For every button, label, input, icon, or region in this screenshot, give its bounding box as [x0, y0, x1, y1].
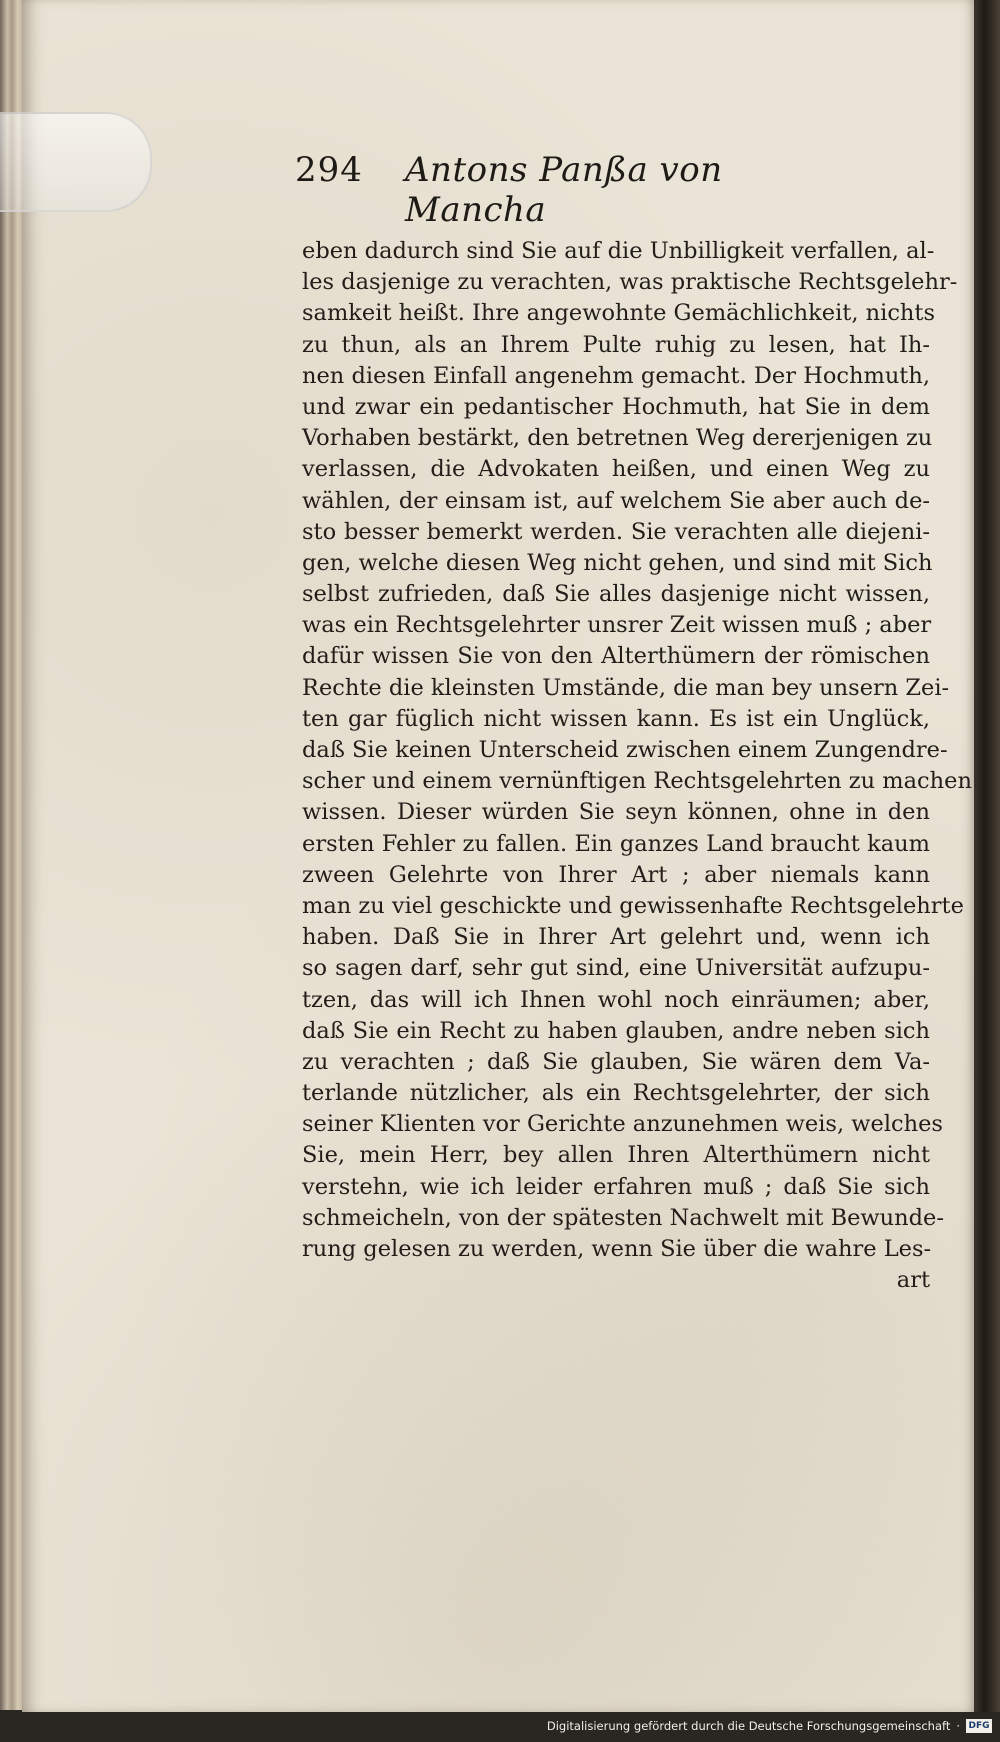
running-head: Antons Panßa von Mancha	[405, 150, 723, 230]
text-line: daß Sie keinen Unterscheid zwischen einem Zungendre-	[302, 737, 948, 763]
text-line: und zwar ein pedantischer Hochmuth, hat Sie in dem	[302, 393, 930, 420]
body-text	[302, 236, 972, 1296]
text-line: wählen, der einsam ist, auf welchem Sie aber auch de-	[302, 487, 930, 514]
text-line: terlande nützlicher, als ein Rechtsgelehrter, der sich	[302, 1080, 930, 1107]
scanner-clip	[0, 112, 152, 212]
text-line: verlassen, die Advokaten heißen, und einen Weg zu	[302, 456, 930, 483]
text-line: wissen. Dieser würden Sie seyn können, ohne in den	[302, 799, 930, 826]
text-line: rung gelesen zu werden, wenn Sie über die wahre Les-	[302, 1236, 932, 1262]
text-line: tzen, das will ich Ihnen wohl noch einräumen; aber,	[302, 986, 930, 1013]
footer-credit: Digitalisierung gefördert durch die Deutsche Forschungsgemeinschaft	[546, 1719, 951, 1733]
text-line: scher und einem vernünftigen Rechtsgelehrten zu machen	[302, 768, 972, 795]
text-line: dafür wissen Sie von den Alterthümern der römischen	[302, 643, 930, 670]
text-line: zu thun, als an Ihrem Pulte ruhig zu lesen, hat Ih-	[302, 331, 930, 358]
text-line: Rechte die kleinsten Umstände, die man bey unsern Zei-	[302, 674, 950, 701]
text-line: nen diesen Einfall angenehm gemacht. Der Hochmuth,	[302, 362, 930, 389]
dfg-logo-icon: DFG	[966, 1719, 992, 1733]
text-line: haben. Daß Sie in Ihrer Art gelehrt und, wenn ich	[302, 924, 930, 951]
page-number: 294	[295, 150, 363, 190]
text-line: verstehn, wie ich leider erfahren muß ; daß Sie sich	[302, 1173, 930, 1200]
text-line: so sagen darf, sehr gut sind, eine Universität aufzupu-	[302, 955, 930, 982]
text-line: gen, welche diesen Weg nicht gehen, und sind mit Sich	[302, 549, 933, 576]
text-line: schmeicheln, von der spätesten Nachwelt mit Bewunde-	[302, 1204, 944, 1231]
text-line: selbst zufrieden, daß Sie alles dasjenige nicht wissen,	[302, 581, 930, 608]
text-line: sto besser bemerkt werden. Sie verachten alle diejeni-	[302, 518, 930, 545]
text-line: les dasjenige zu verachten, was praktische Rechtsgelehr-	[302, 269, 958, 296]
text-line: zu verachten ; daß Sie glauben, Sie wären dem Va-	[302, 1048, 930, 1075]
text-line: samkeit heißt. Ihre angewohnte Gemächlichkeit, nichts	[302, 300, 936, 327]
text-line: zween Gelehrte von Ihrer Art ; aber niemals kann	[302, 861, 930, 888]
digitization-footer: Digitalisierung gefördert durch die Deutsche Forschungsgemeinschaft · DFG	[547, 1716, 992, 1736]
text-line: ersten Fehler zu fallen. Ein ganzes Land braucht kaum	[302, 830, 930, 857]
text-line: daß Sie ein Recht zu haben glauben, andre neben sich	[302, 1017, 930, 1044]
text-line: Vorhaben bestärkt, den betretnen Weg dererjenigen zu	[302, 425, 933, 452]
text-line: eben dadurch sind Sie auf die Unbilligkeit verfallen, al-	[302, 238, 935, 264]
text-line: Sie, mein Herr, bey allen Ihren Alterthümern nicht	[302, 1142, 930, 1169]
text-line: ten gar füglich nicht wissen kann. Es ist ein Unglück,	[302, 705, 930, 732]
book-spine	[974, 0, 1000, 1712]
text-line: man zu viel geschickte und gewissenhafte Rechtsgelehrte	[302, 892, 964, 919]
page-header	[295, 150, 855, 230]
catchword: art	[896, 1267, 930, 1294]
text-line: seiner Klienten vor Gerichte anzunehmen weis, welches	[302, 1111, 943, 1138]
text-line: was ein Rechtsgelehrter unsrer Zeit wissen muß ; aber	[302, 612, 932, 639]
